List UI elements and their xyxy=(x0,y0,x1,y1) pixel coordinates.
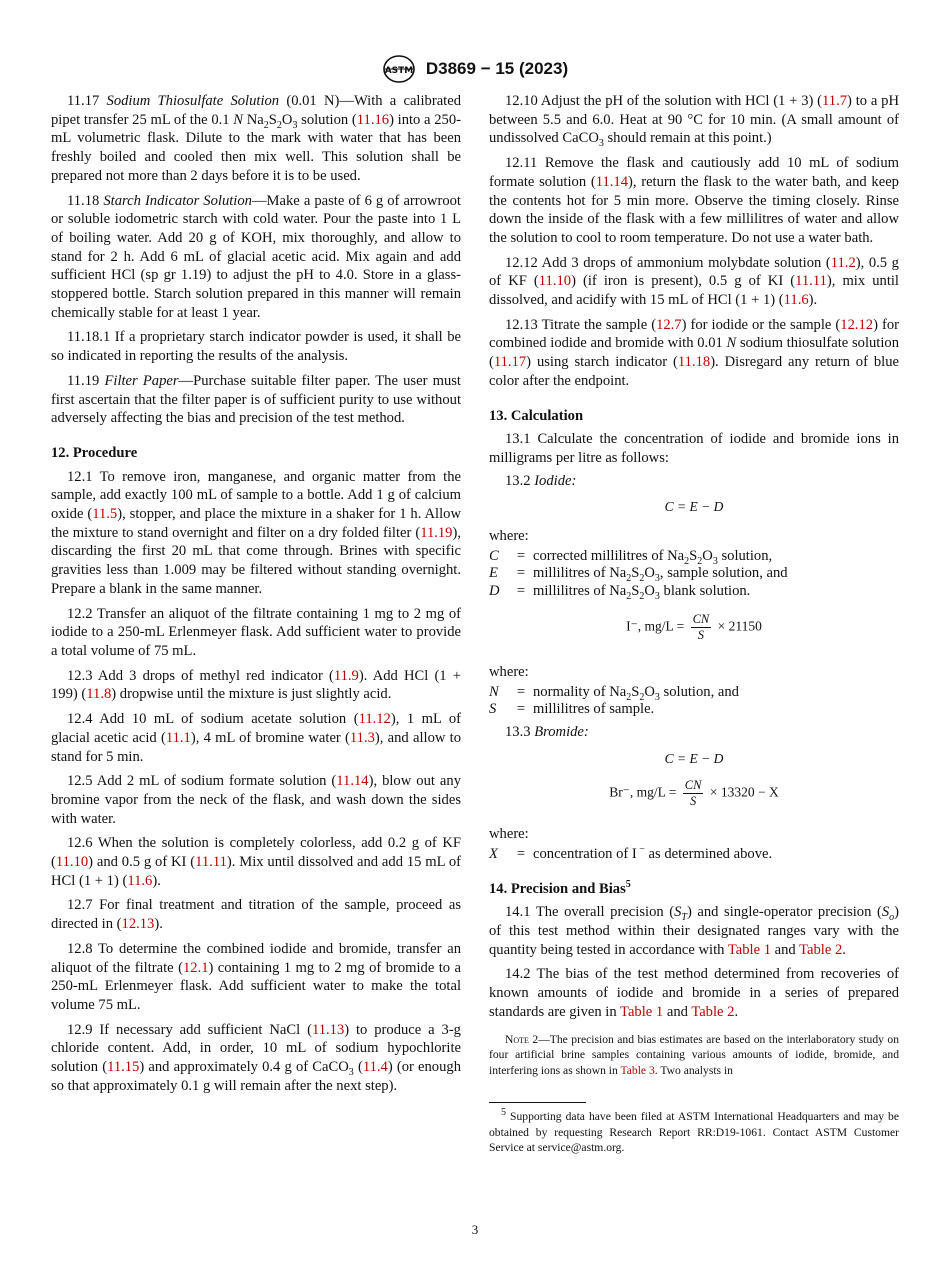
ref-link[interactable]: 11.15 xyxy=(107,1059,140,1076)
ref-link[interactable]: 11.3 xyxy=(349,729,375,746)
ref-link[interactable]: 12.7 xyxy=(656,316,682,333)
equation-correction: C = E − D xyxy=(664,750,724,766)
footnote-ref[interactable]: 5 xyxy=(625,878,631,890)
definitions-list xyxy=(489,846,899,864)
definition-n: N = normality of $Na_2S_2O_3$ solution, and xyxy=(489,683,739,703)
ref-link[interactable]: 11.16 xyxy=(356,111,390,128)
ref-link[interactable]: 11.8 xyxy=(86,686,112,703)
paragraph-12-7: 12.7 For final treatment and titration of the sample, proceed as directed in (12.13). xyxy=(51,897,461,933)
svg-text:ASTM: ASTM xyxy=(384,66,414,76)
ref-link[interactable]: 11.2 xyxy=(830,254,856,271)
ref-link[interactable]: 11.6 xyxy=(783,292,809,309)
paragraph-12-8: 12.8 To determine the combined iodide and bromide, transfer an aliquot of the filtrate (12.1) containing 1 mg to 2 mg of bromide to a 250-mL Erlenmeyer flask. Add sufficient water to make the total volume 75 mL. xyxy=(51,940,461,1013)
page-header xyxy=(0,54,950,84)
table-link[interactable]: Table 2 xyxy=(799,941,843,958)
ref-link[interactable]: 11.14 xyxy=(336,773,369,790)
paragraph-12-13: 12.13 Titrate the sample (12.7) for iodide or the sample (12.12) for combined iodide and bromide with 0.01 N sodium thiosulfate solution (11.17) using starch indicator (11.18). Disregard any return of blue color after the endpoint. xyxy=(489,316,900,389)
definitions-list xyxy=(489,548,899,601)
ref-link[interactable]: 11.10 xyxy=(538,273,572,290)
paragraph-12-11: 12.11 Remove the flask and cautiously add 10 mL of sodium formate solution (11.14), return the flask to the water bath, and keep the contents hot for 5 min more. Observe the timing closely. Rinse down the inside of the flask with a few millilitres of water and allow the solution to cool to room temperature. Do not use a water bath. xyxy=(489,155,899,246)
paragraph-13-2: 13.2 Iodide: xyxy=(505,472,577,489)
footnote-divider xyxy=(489,1102,586,1103)
astm-logo-icon xyxy=(382,54,416,84)
ref-link[interactable]: 11.10 xyxy=(55,854,89,871)
paragraph-12-3: 12.3 Add 3 drops of methyl red indicator (11.9). Add HCl (1 + 199) (11.8) dropwise until the mixture is just slightly acid. xyxy=(51,667,461,703)
equation-bromide: Br⁻, mg/L = $\frac{CN}{S}$ × 13320 − X xyxy=(609,778,779,809)
paragraph-14-2: 14.2 The bias of the test method determined from recoveries of known amounts of iodide and bromide in a series of prepared standards are given in Table 1 and Table 2. xyxy=(489,966,899,1020)
paragraph-11-17: 11.17 Sodium Thiosulfate Solution (0.01 N)—With a calibrated pipet transfer 25 mL of the 0.1 N $Na_2S_2O_3$ solution (11.16) into a 250-mL volumetric flask. Dilute to the mark with water that has been freshly boiled and cooled then mix well. This solution shall be prepared not more than 2 days before it is to be used. xyxy=(51,93,462,184)
ref-link[interactable]: 11.1 xyxy=(165,729,191,746)
paragraph-13-3: 13.3 Bromide: xyxy=(505,723,589,740)
table-link[interactable]: Table 1 xyxy=(620,1003,664,1020)
section-13-heading: 13. Calculation xyxy=(489,407,584,424)
ref-link[interactable]: 11.11 xyxy=(795,273,827,290)
where-label: where: xyxy=(489,528,529,545)
paragraph-11-18-1: 11.18.1 If a proprietary starch indicator powder is used, it shall be so indicated in reporting the results of the analysis. xyxy=(51,329,461,365)
ref-link[interactable]: 11.17 xyxy=(493,354,527,371)
document-id: D3869 − 15 (2023) xyxy=(425,59,569,78)
ref-link[interactable]: 11.7 xyxy=(822,93,848,109)
paragraph-12-10: 12.10 Adjust the pH of the solution with HCl (1 + 3) (11.7) to a pH between 5.5 and 6.0. Heat at 90 °C for 10 min. (A small amount of undissolved CaCO$_3$ should remain at this point.) xyxy=(489,93,899,150)
paragraph-12-2: 12.2 Transfer an aliquot of the filtrate containing 1 mg to 2 mg of iodide to a 250-mL Erlenmeyer flask. Add sufficient water to provide a total volume of 75 mL. xyxy=(51,605,461,659)
ref-link[interactable]: 12.13 xyxy=(121,916,155,933)
paragraph-13-1: 13.1 Calculate the concentration of iodide and bromide ions in milligrams per litre as follows: xyxy=(489,431,899,466)
definition-e: E = millilitres of $Na_2S_2O_3$, sample solution, and xyxy=(489,565,788,585)
ref-link[interactable]: 11.13 xyxy=(311,1021,345,1038)
definition-d: D = millilitres of $Na_2S_2O_3$ blank solution. xyxy=(489,582,751,602)
paragraph-14-1: 14.1 The overall precision $(S_T)$ and single-operator precision $(S_o)$ of this test method within their designated ranges vary with the quantity being tested in accordance with Table 1 and Table 2. xyxy=(489,904,899,958)
right-column xyxy=(489,92,899,1156)
ref-link[interactable]: 11.6 xyxy=(127,872,153,889)
paragraph-12-4: 12.4 Add 10 mL of sodium acetate solution (11.12), 1 mL of glacial acetic acid (11.1), 4 mL of bromine water (11.3), and allow to stand for 5 min. xyxy=(51,711,461,765)
where-label: where: xyxy=(489,826,529,843)
paragraph-12-1: 12.1 To remove iron, manganese, and organic matter from the sample, add exactly 100 mL of sample to a bottle. Add 1 g of calcium oxide (11.5), stopper, and place the mixture in a shaker for 1 h. Allow the mixture to stand overnight and filter on a dry folded filter (11.19), discarding the first 20 mL that come through. Brines with specific gravities less than 1.009 may be filtered without standing overnight. Prepare a blank in the same manner. xyxy=(51,468,461,597)
equation-correction: C = E − D xyxy=(664,499,724,515)
table-link[interactable]: Table 2 xyxy=(691,1003,735,1020)
equation-iodide: I⁻, mg/L = $\frac{CN}{S}$ × 21150 xyxy=(626,612,762,643)
ref-link[interactable]: 11.18 xyxy=(677,354,711,371)
table-link[interactable]: Table 1 xyxy=(727,941,771,958)
paragraph-11-18: 11.18 Starch Indicator Solution—Make a paste of 6 g of arrowroot or soluble iodometric starch with cold water. Pour the paste into 1 L of boiling water. Add 20 g of KOH, mix thoroughly, and allow to stand for 2 h. Add 6 mL of glacial acetic acid. Mix again and add sufficient HCl (sp gr 1.19) to adjust the pH to 4.0. Store in a glass-stoppered bottle. Starch solution prepared in this manner will remain chemically stable for at least 1 year. xyxy=(51,192,461,321)
ref-link[interactable]: 11.9 xyxy=(333,667,359,684)
section-14-heading: 14. Precision and Bias$^5$ xyxy=(489,878,631,897)
paragraph-12-6: 12.6 When the solution is completely colorless, add 0.2 g of KF (11.10) and 0.5 g of KI (11.11). Mix until dissolved and add 15 mL of HCl (1 + 1) (11.6). xyxy=(51,835,462,889)
ref-link[interactable]: 11.4 xyxy=(362,1059,388,1076)
ref-link[interactable]: 11.11 xyxy=(195,854,227,871)
section-12-heading: 12. Procedure xyxy=(51,444,138,461)
left-column xyxy=(51,92,461,1101)
ref-link[interactable]: 11.12 xyxy=(358,711,391,728)
definitions-list xyxy=(489,684,899,719)
note-2: Note 2—The precision and bias estimates are based on the interlaboratory study on four artificial brine samples containing various amounts of iodide, bromide, and interfering ions as shown in Table 3. Two analysts in xyxy=(489,1032,899,1077)
table-link[interactable]: Table 3 xyxy=(620,1063,655,1077)
definition-s: S = millilitres of sample. xyxy=(489,701,655,718)
where-label: where: xyxy=(489,664,529,681)
paragraph-12-5: 12.5 Add 2 mL of sodium formate solution (11.14), blow out any bromine vapor from the neck of the flask, and wash down the sides with water. xyxy=(51,773,461,827)
page-number: 3 xyxy=(471,1222,479,1237)
ref-link[interactable]: 12.12 xyxy=(840,316,874,333)
definition-c: C = corrected millilitres of $Na_2S_2O_3$ solution, xyxy=(489,547,773,567)
paragraph-11-19: 11.19 Filter Paper—Purchase suitable filter paper. The user must first ascertain that the filter paper is of sufficient purity to use without adversely affecting the bias and precision of the test method. xyxy=(51,372,461,427)
ref-link[interactable]: 12.1 xyxy=(182,959,209,976)
paragraph-12-9: 12.9 If necessary add sufficient NaCl (11.13) to produce a 3-g chloride content. Add, in order, 10 mL of sodium hypochlorite solution (11.15) and approximately 0.4 g of CaCO$_3$ (11.4) (or enough so that approximately 0.1 g will remain after the next step). xyxy=(51,1021,461,1094)
ref-link[interactable]: 11.5 xyxy=(92,506,118,523)
definition-x: X = concentration of I − as determined above. xyxy=(489,844,773,863)
paragraph-12-12: 12.12 Add 3 drops of ammonium molybdate solution (11.2), 0.5 g of KF (11.10) (if iron is present), 0.5 g of KI (11.11), mix until dissolved, and acidify with 15 mL of HCl (1 + 1) (11.6). xyxy=(489,254,899,309)
ref-link[interactable]: 11.14 xyxy=(595,173,628,190)
ref-link[interactable]: 11.19 xyxy=(420,524,453,541)
footnote-5: $^5$ Supporting data have been filed at ASTM International Headquarters and may be obtained by requesting Research Report RR:D19-1061. Contact ASTM Customer Service at service@astm.org. xyxy=(489,1107,899,1154)
